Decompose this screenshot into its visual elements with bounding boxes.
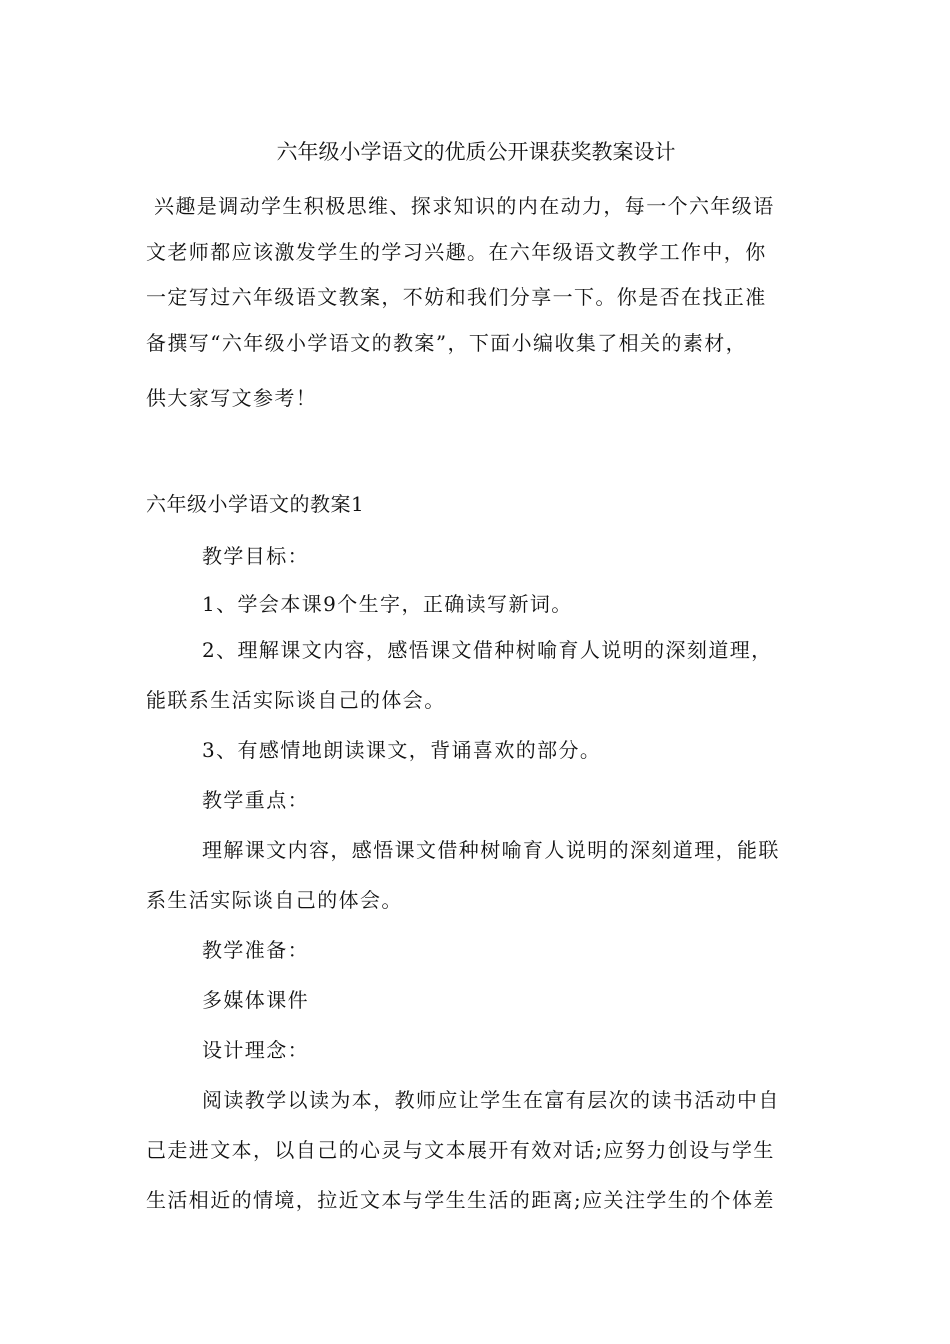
intro-line-3: 一定写过六年级语文教案，不妨和我们分享一下。你是否在找正准 (146, 285, 767, 309)
intro-line-5: 供大家写文参考！ (146, 386, 318, 410)
design-concept-line-1: 阅读教学以读为本，教师应让学生在富有层次的读书活动中自 (202, 1088, 780, 1112)
goal-item-3: 3、有感情地朗读课文，背诵喜欢的部分。 (202, 738, 602, 762)
section-heading: 六年级小学语文的教案1 (146, 492, 365, 516)
intro-line-4: 备撰写“六年级小学语文的教案”，下面小编收集了相关的素材， (146, 331, 748, 355)
intro-line-2: 文老师都应该激发学生的学习兴趣。在六年级语文教学工作中，你 (146, 240, 767, 264)
goal-item-2: 2、理解课文内容，感悟课文借种树喻育人说明的深刻道理， (202, 638, 773, 662)
intro-line-1: 兴趣是调动学生积极思维、探求知识的内在动力，每一个六年级语 (154, 194, 775, 218)
design-concept-line-3: 生活相近的情境，拉近文本与学生生活的距离;应关注学生的个体差 (146, 1188, 775, 1212)
document-title: 六年级小学语文的优质公开课获奖教案设计 (276, 140, 676, 164)
preparation-item: 多媒体课件 (202, 988, 309, 1012)
preparation-heading: 教学准备： (202, 938, 309, 962)
key-points-line-2: 系生活实际谈自己的体会。 (146, 888, 403, 912)
design-concept-heading: 设计理念： (202, 1038, 309, 1062)
goal-item-1: 1、学会本课9个生字，正确读写新词。 (202, 592, 573, 616)
key-points-heading: 教学重点： (202, 788, 309, 812)
goals-heading: 教学目标： (202, 544, 309, 568)
key-points-line-1: 理解课文内容，感悟课文借种树喻育人说明的深刻道理，能联 (202, 838, 780, 862)
design-concept-line-2: 己走进文本，以自己的心灵与文本展开有效对话;应努力创设与学生 (146, 1138, 775, 1162)
goal-item-2-continued: 能联系生活实际谈自己的体会。 (146, 688, 446, 712)
